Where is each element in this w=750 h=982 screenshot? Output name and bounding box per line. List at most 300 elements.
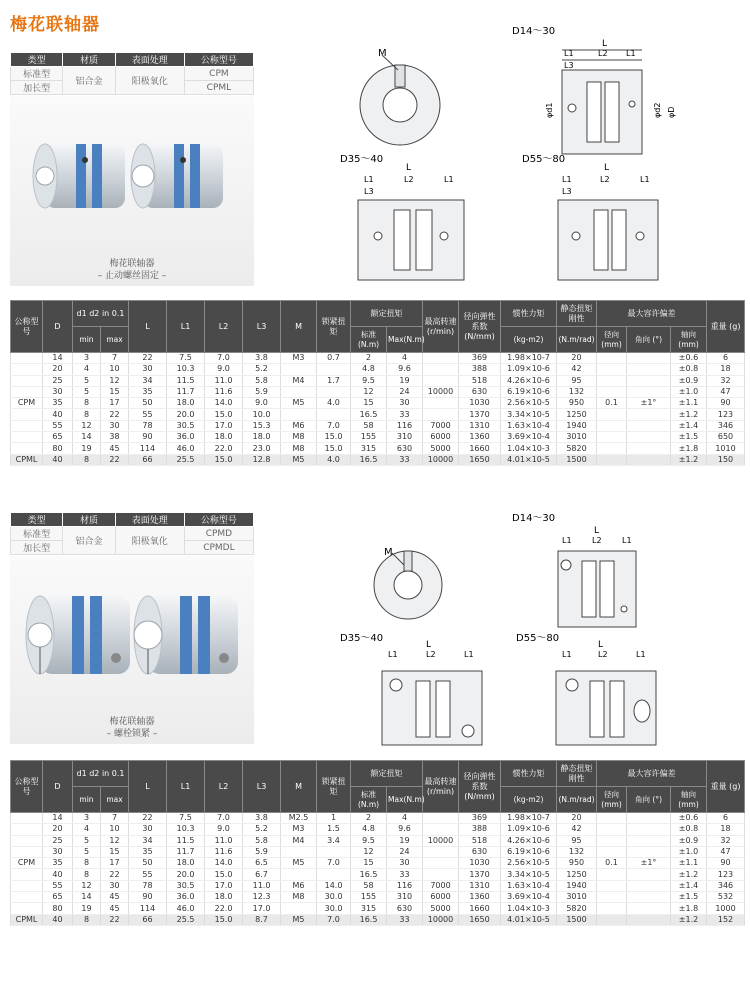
type-table-2 [10, 512, 254, 555]
cell-L3: 23.0 [243, 443, 281, 454]
cell-angle [627, 364, 671, 375]
cell-stiff: 1650 [459, 454, 501, 465]
cell-M: M2.5 [281, 813, 317, 824]
cell-L1: 20.0 [167, 869, 205, 880]
cell-L2: 11.0 [205, 835, 243, 846]
cell-torque: 4.0 [317, 454, 351, 465]
cell-angle [627, 353, 671, 364]
cell-rated_max: 4 [387, 813, 423, 824]
l1-label-right: L1 [626, 49, 636, 58]
cell-L3: 3.8 [243, 813, 281, 824]
cell-L2: 11.6 [205, 386, 243, 397]
cell-axial: ±1.1 [671, 398, 707, 409]
d55-l2-label: L2 [600, 175, 610, 184]
cell-radial [597, 364, 627, 375]
l-label: L [594, 526, 600, 536]
table-row [11, 869, 745, 880]
cell-axial: ±1.2 [671, 454, 707, 465]
material-header: 材质 [63, 513, 115, 527]
cell-L3: 5.2 [243, 364, 281, 375]
d35-l2-label: L2 [404, 175, 414, 184]
cell-D: 30 [43, 386, 73, 397]
cell-rated_max: 116 [387, 880, 423, 891]
d35-l1-right: L1 [444, 175, 454, 184]
cell-d1: 14 [73, 432, 101, 443]
cell-inertia: 6.19×10-6 [501, 386, 557, 397]
cell-d1: 8 [73, 869, 101, 880]
cell-d2: 38 [101, 432, 129, 443]
cell-D: 55 [43, 880, 73, 891]
cell-d2: 30 [101, 880, 129, 891]
cell-rated_max: 30 [387, 398, 423, 409]
photo-caption: 梅花联轴器 [109, 259, 155, 269]
cell-L: 66 [129, 454, 167, 465]
table-row [11, 846, 745, 857]
col-inertia: 惯性力矩 [501, 761, 557, 787]
model-standard: CPMD [184, 527, 253, 541]
d55-label: D55～80 [516, 633, 560, 644]
cell-d1: 8 [73, 398, 101, 409]
cell-weight: 532 [707, 892, 745, 903]
model-long: CPML [184, 81, 253, 95]
cell-L2: 22.0 [205, 903, 243, 914]
cell-stiff: 1360 [459, 432, 501, 443]
cell-L3: 12.3 [243, 892, 281, 903]
cell-angle [627, 914, 671, 925]
table-row [11, 880, 745, 891]
table-row [11, 432, 745, 443]
cell-weight: 650 [707, 432, 745, 443]
spec-table-1 [10, 300, 745, 466]
cell-model [11, 869, 43, 880]
cell-d1: 5 [73, 386, 101, 397]
cell-torque: 15.0 [317, 432, 351, 443]
cell-d2: 45 [101, 892, 129, 903]
cell-D: 20 [43, 824, 73, 835]
end-view [360, 55, 440, 145]
d55-l3-label: L3 [562, 187, 572, 196]
d55-view [558, 200, 658, 280]
model-long: CPMDL [184, 541, 253, 555]
col-rated-n: 标准(N.m) [351, 327, 387, 353]
cell-speed [423, 375, 459, 386]
cell-model [11, 364, 43, 375]
table-row [11, 409, 745, 420]
cell-inertia: 6.19×10-6 [501, 846, 557, 857]
col-d1d2: d1 d2 in 0.1 [73, 761, 129, 787]
cell-d1: 8 [73, 858, 101, 869]
cell-M: M3 [281, 353, 317, 364]
cell-weight: 47 [707, 386, 745, 397]
cell-rated_max: 19 [387, 375, 423, 386]
cell-inertia: 4.01×10-5 [501, 914, 557, 925]
cell-angle [627, 454, 671, 465]
table-row [11, 813, 745, 824]
cell-L2: 14.0 [205, 858, 243, 869]
col-torque: 锁紧扭矩 [317, 761, 351, 813]
cell-weight: 1010 [707, 443, 745, 454]
cell-L3: 15.3 [243, 420, 281, 431]
cell-L: 34 [129, 375, 167, 386]
col-max: max [101, 787, 129, 813]
d55-l1-right: L1 [640, 175, 650, 184]
l1-label: L1 [562, 536, 572, 545]
cell-radial [597, 420, 627, 431]
cell-torque: 1.5 [317, 824, 351, 835]
cell-speed: 10000 [423, 386, 459, 397]
cell-speed [423, 869, 459, 880]
cell-inertia: 1.63×10-4 [501, 880, 557, 891]
col-weight: 重量 (g) [707, 761, 745, 813]
cell-angle [627, 835, 671, 846]
cell-D: 35 [43, 398, 73, 409]
table-row [11, 824, 745, 835]
cell-L2: 17.0 [205, 420, 243, 431]
type-header: 类型 [11, 513, 63, 527]
cell-M: M6 [281, 880, 317, 891]
cell-stiff: 630 [459, 386, 501, 397]
cell-rated_max: 9.6 [387, 824, 423, 835]
cell-model [11, 420, 43, 431]
cell-L3: 6.7 [243, 869, 281, 880]
table-row [11, 892, 745, 903]
surface-value: 阳极氧化 [115, 527, 184, 555]
d35-label: D35～40 [340, 154, 384, 165]
cell-speed [423, 409, 459, 420]
cell-d2: 15 [101, 386, 129, 397]
cell-L: 114 [129, 903, 167, 914]
cell-angle [627, 375, 671, 386]
cell-rated_n: 16.5 [351, 454, 387, 465]
cell-d2: 10 [101, 364, 129, 375]
cell-model: CPML [11, 454, 43, 465]
l1-right: L1 [622, 536, 632, 545]
cell-radial [597, 813, 627, 824]
cell-speed: 10000 [423, 835, 459, 846]
cell-M: M5 [281, 398, 317, 409]
cell-axial: ±1.4 [671, 880, 707, 891]
cell-model [11, 903, 43, 914]
cell-M: M8 [281, 432, 317, 443]
cell-L1: 11.7 [167, 846, 205, 857]
cell-rated_n: 2 [351, 353, 387, 364]
cell-weight: 150 [707, 454, 745, 465]
cell-model [11, 880, 43, 891]
l-label: L [602, 39, 608, 49]
cell-rated_max: 630 [387, 443, 423, 454]
cell-torque: 1.7 [317, 375, 351, 386]
cell-L3: 11.0 [243, 880, 281, 891]
cell-torque: 15.0 [317, 443, 351, 454]
cell-L3: 17.0 [243, 903, 281, 914]
cell-L: 78 [129, 420, 167, 431]
cell-model: CPM [11, 858, 43, 869]
cell-D: 80 [43, 443, 73, 454]
model-standard: CPM [184, 67, 253, 81]
cell-static: 1940 [557, 420, 597, 431]
cell-L: 114 [129, 443, 167, 454]
cell-weight: 18 [707, 364, 745, 375]
col-axial: 轴向(mm) [671, 787, 707, 813]
cell-inertia: 1.04×10-3 [501, 443, 557, 454]
cell-M [281, 409, 317, 420]
cell-L2: 15.0 [205, 409, 243, 420]
surface-value: 阳极氧化 [115, 67, 184, 95]
cell-d2: 22 [101, 914, 129, 925]
cell-speed: 5000 [423, 903, 459, 914]
cell-axial: ±1.2 [671, 869, 707, 880]
cell-inertia: 1.04×10-3 [501, 903, 557, 914]
cell-L1: 11.5 [167, 835, 205, 846]
cell-L1: 25.5 [167, 454, 205, 465]
col-min: min [73, 787, 101, 813]
cell-rated_n: 16.5 [351, 409, 387, 420]
cell-L1: 20.0 [167, 409, 205, 420]
cell-axial: ±0.9 [671, 375, 707, 386]
type-long: 加长型 [11, 81, 63, 95]
cell-axial: ±1.2 [671, 409, 707, 420]
cell-stiff: 1650 [459, 914, 501, 925]
d35-l-label: L [426, 640, 432, 650]
col-torque: 锁紧扭矩 [317, 301, 351, 353]
cell-L: 55 [129, 409, 167, 420]
cell-L: 66 [129, 914, 167, 925]
col-axial: 轴向(mm) [671, 327, 707, 353]
cell-d2: 7 [101, 813, 129, 824]
col-m: M [281, 301, 317, 353]
col-static-unit: (N.m/rad) [557, 327, 597, 353]
col-d: D [43, 761, 73, 813]
cell-L: 50 [129, 858, 167, 869]
col-angle: 角向 (°) [627, 327, 671, 353]
cell-rated_max: 116 [387, 420, 423, 431]
cell-rated_max: 19 [387, 835, 423, 846]
cell-D: 40 [43, 869, 73, 880]
product-photo-1 [10, 96, 254, 286]
cell-L3: 6.5 [243, 858, 281, 869]
cell-radial [597, 386, 627, 397]
d35-l2-label: L2 [426, 650, 436, 659]
d14-label: D14～30 [512, 513, 556, 524]
cell-d1: 8 [73, 454, 101, 465]
cell-weight: 18 [707, 824, 745, 835]
cell-D: 55 [43, 420, 73, 431]
cell-L2: 17.0 [205, 880, 243, 891]
cell-radial [597, 835, 627, 846]
cell-stiff: 369 [459, 813, 501, 824]
cell-speed [423, 824, 459, 835]
cell-speed: 5000 [423, 443, 459, 454]
cell-model [11, 386, 43, 397]
cell-axial: ±1.5 [671, 432, 707, 443]
cell-M [281, 903, 317, 914]
cell-speed [423, 353, 459, 364]
cell-L1: 36.0 [167, 432, 205, 443]
cell-speed [423, 813, 459, 824]
end-view-2 [374, 551, 442, 619]
cell-model: CPML [11, 914, 43, 925]
table-row [11, 835, 745, 846]
cell-torque: 7.0 [317, 858, 351, 869]
technical-drawings-1 [340, 10, 750, 290]
cell-speed [423, 846, 459, 857]
cell-L3: 10.0 [243, 409, 281, 420]
cell-radial [597, 824, 627, 835]
cell-D: 40 [43, 409, 73, 420]
col-tolerance: 最大容许偏差 [597, 301, 707, 327]
cell-rated_n: 16.5 [351, 869, 387, 880]
cell-L2: 14.0 [205, 398, 243, 409]
cell-inertia: 1.98×10-7 [501, 353, 557, 364]
cell-radial [597, 375, 627, 386]
cell-stiff: 1310 [459, 420, 501, 431]
cell-rated_n: 12 [351, 846, 387, 857]
cell-radial [597, 846, 627, 857]
cell-angle [627, 892, 671, 903]
cell-L2: 9.0 [205, 824, 243, 835]
cell-static: 1500 [557, 914, 597, 925]
cell-L3: 5.9 [243, 846, 281, 857]
cell-inertia: 2.56×10-5 [501, 398, 557, 409]
cell-static: 3010 [557, 432, 597, 443]
cell-stiff: 1660 [459, 443, 501, 454]
cell-weight: 346 [707, 880, 745, 891]
col-inertia: 惯性力矩 [501, 301, 557, 327]
cell-d2: 12 [101, 835, 129, 846]
cell-angle [627, 443, 671, 454]
table-row [11, 353, 745, 364]
end-view-m-label: M [378, 48, 387, 59]
col-radial: 径向(mm) [597, 327, 627, 353]
cell-M [281, 364, 317, 375]
cell-d2: 10 [101, 824, 129, 835]
cell-stiff: 518 [459, 835, 501, 846]
photo-subcaption: – 螺栓锁紧 – [106, 729, 158, 739]
cell-weight: 90 [707, 398, 745, 409]
cell-radial [597, 903, 627, 914]
cell-axial: ±0.6 [671, 813, 707, 824]
cell-rated_n: 15 [351, 858, 387, 869]
cell-model: CPM [11, 398, 43, 409]
d55-l2-label: L2 [598, 650, 608, 659]
cell-stiff: 388 [459, 824, 501, 835]
cell-D: 80 [43, 903, 73, 914]
cell-D: 14 [43, 813, 73, 824]
col-d1d2: d1 d2 in 0.1 [73, 301, 129, 327]
cell-speed: 7000 [423, 420, 459, 431]
col-speed: 最高转速(r/min) [423, 761, 459, 813]
cell-d1: 3 [73, 353, 101, 364]
cell-axial: ±1.2 [671, 914, 707, 925]
cell-L: 22 [129, 813, 167, 824]
cell-rated_max: 30 [387, 858, 423, 869]
cell-L: 90 [129, 432, 167, 443]
material-value: 铝合金 [63, 67, 115, 95]
cell-static: 1250 [557, 409, 597, 420]
clamp-coupling-illustration [10, 556, 254, 716]
col-rated: 额定扭矩 [351, 301, 423, 327]
cell-M: M4 [281, 835, 317, 846]
cell-inertia: 4.26×10-6 [501, 375, 557, 386]
cell-torque [317, 846, 351, 857]
cell-stiff: 388 [459, 364, 501, 375]
cell-D: 25 [43, 835, 73, 846]
cell-d1: 8 [73, 409, 101, 420]
col-m: M [281, 761, 317, 813]
cell-model [11, 835, 43, 846]
cell-d1: 4 [73, 364, 101, 375]
cell-angle: ±1° [627, 858, 671, 869]
cell-d2: 45 [101, 903, 129, 914]
cell-static: 132 [557, 386, 597, 397]
col-l: L [129, 301, 167, 353]
cell-weight: 32 [707, 375, 745, 386]
cell-radial: 0.1 [597, 398, 627, 409]
cell-D: 20 [43, 364, 73, 375]
cell-axial: ±1.0 [671, 846, 707, 857]
cell-torque [317, 364, 351, 375]
photo-caption: 梅花联轴器 [109, 717, 155, 727]
cell-static: 42 [557, 364, 597, 375]
cell-static: 20 [557, 813, 597, 824]
cell-d1: 5 [73, 835, 101, 846]
cell-L1: 30.5 [167, 420, 205, 431]
type-long: 加长型 [11, 541, 63, 555]
d35-l1-label: L1 [364, 175, 374, 184]
cell-speed [423, 858, 459, 869]
cell-L3: 3.8 [243, 353, 281, 364]
cell-static: 5820 [557, 903, 597, 914]
cell-L2: 22.0 [205, 443, 243, 454]
cell-weight: 6 [707, 353, 745, 364]
cell-M [281, 846, 317, 857]
cell-static: 1940 [557, 880, 597, 891]
cell-L1: 18.0 [167, 858, 205, 869]
cell-M [281, 386, 317, 397]
cell-D: 65 [43, 892, 73, 903]
cell-M: M3 [281, 824, 317, 835]
table-row [11, 375, 745, 386]
d35-l3-label: L3 [364, 187, 374, 196]
cell-L1: 7.5 [167, 353, 205, 364]
cell-M: M4 [281, 375, 317, 386]
cell-speed: 6000 [423, 892, 459, 903]
cell-stiff: 1660 [459, 903, 501, 914]
cell-d2: 22 [101, 869, 129, 880]
cell-d1: 4 [73, 824, 101, 835]
cell-model [11, 824, 43, 835]
cell-L3: 8.7 [243, 914, 281, 925]
cell-angle [627, 824, 671, 835]
cell-L1: 36.0 [167, 892, 205, 903]
cell-rated_n: 58 [351, 420, 387, 431]
cell-axial: ±0.6 [671, 353, 707, 364]
table-row [11, 903, 745, 914]
d55-l1-label: L1 [562, 650, 572, 659]
cell-L: 35 [129, 386, 167, 397]
d35-label: D35～40 [340, 633, 384, 644]
cell-d2: 45 [101, 443, 129, 454]
cell-rated_max: 33 [387, 409, 423, 420]
cell-speed [423, 398, 459, 409]
l3-label: L3 [564, 61, 574, 70]
col-l1: L1 [167, 301, 205, 353]
cell-rated_max: 630 [387, 903, 423, 914]
cell-torque: 14.0 [317, 880, 351, 891]
cell-D: 30 [43, 846, 73, 857]
cell-rated_n: 4.8 [351, 824, 387, 835]
cell-torque: 4.0 [317, 398, 351, 409]
